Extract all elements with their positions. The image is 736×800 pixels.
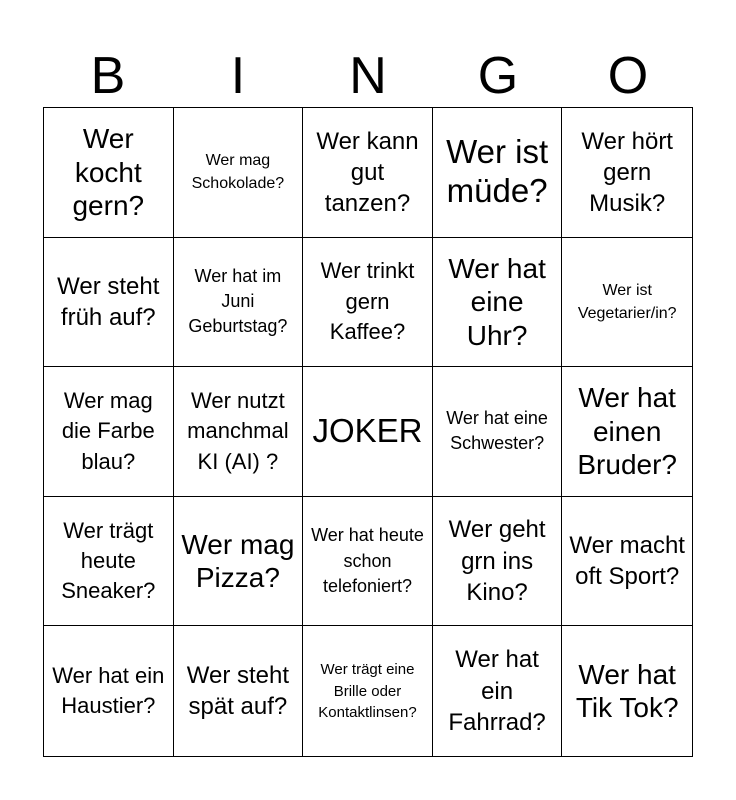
header-letter-g: G [477,47,519,105]
bingo-cell[interactable]: Wer hat heute schon telefoniert? [303,497,433,627]
header-letter-i: I [230,47,246,105]
bingo-cell[interactable]: Wer steht früh auf? [44,238,174,368]
bingo-cell[interactable]: Wer hat einen Bruder? [562,367,692,497]
bingo-cell[interactable]: Wer hat eine Schwester? [433,367,563,497]
bingo-cell[interactable]: Wer trägt eine Brille oder Kontaktlinsen? [303,626,433,756]
bingo-cell[interactable]: Wer hat im Juni Geburtstag? [174,238,304,368]
bingo-cell[interactable]: Wer hat ein Haustier? [44,626,174,756]
bingo-cell[interactable]: Wer ist müde? [433,108,563,238]
bingo-cell[interactable]: Wer geht grn ins Kino? [433,497,563,627]
bingo-cell[interactable]: Wer hört gern Musik? [562,108,692,238]
bingo-cell[interactable]: Wer hat ein Fahrrad? [433,626,563,756]
bingo-cell[interactable]: Wer steht spät auf? [174,626,304,756]
bingo-cell[interactable]: Wer trinkt gern Kaffee? [303,238,433,368]
bingo-cell[interactable]: Wer kocht gern? [44,108,174,238]
bingo-cell[interactable]: Wer macht oft Sport? [562,497,692,627]
bingo-cell[interactable]: Wer nutzt manchmal KI (AI) ? [174,367,304,497]
bingo-board [43,107,693,757]
bingo-cell[interactable]: Wer mag Pizza? [174,497,304,627]
bingo-cell-joker[interactable]: JOKER [303,367,433,497]
header-letter-b: B [90,47,126,105]
bingo-cell[interactable]: Wer hat eine Uhr? [433,238,563,368]
bingo-header [43,40,693,108]
bingo-cell[interactable]: Wer ist Vegetarier/in? [562,238,692,368]
bingo-cell[interactable]: Wer kann gut tanzen? [303,108,433,238]
bingo-cell[interactable]: Wer mag Schokolade? [174,108,304,238]
header-letter-o: O [607,47,649,105]
bingo-cell[interactable]: Wer mag die Farbe blau? [44,367,174,497]
bingo-cell[interactable]: Wer trägt heute Sneaker? [44,497,174,627]
header-letter-n: N [349,47,387,105]
bingo-cell[interactable]: Wer hat Tik Tok? [575,658,679,724]
